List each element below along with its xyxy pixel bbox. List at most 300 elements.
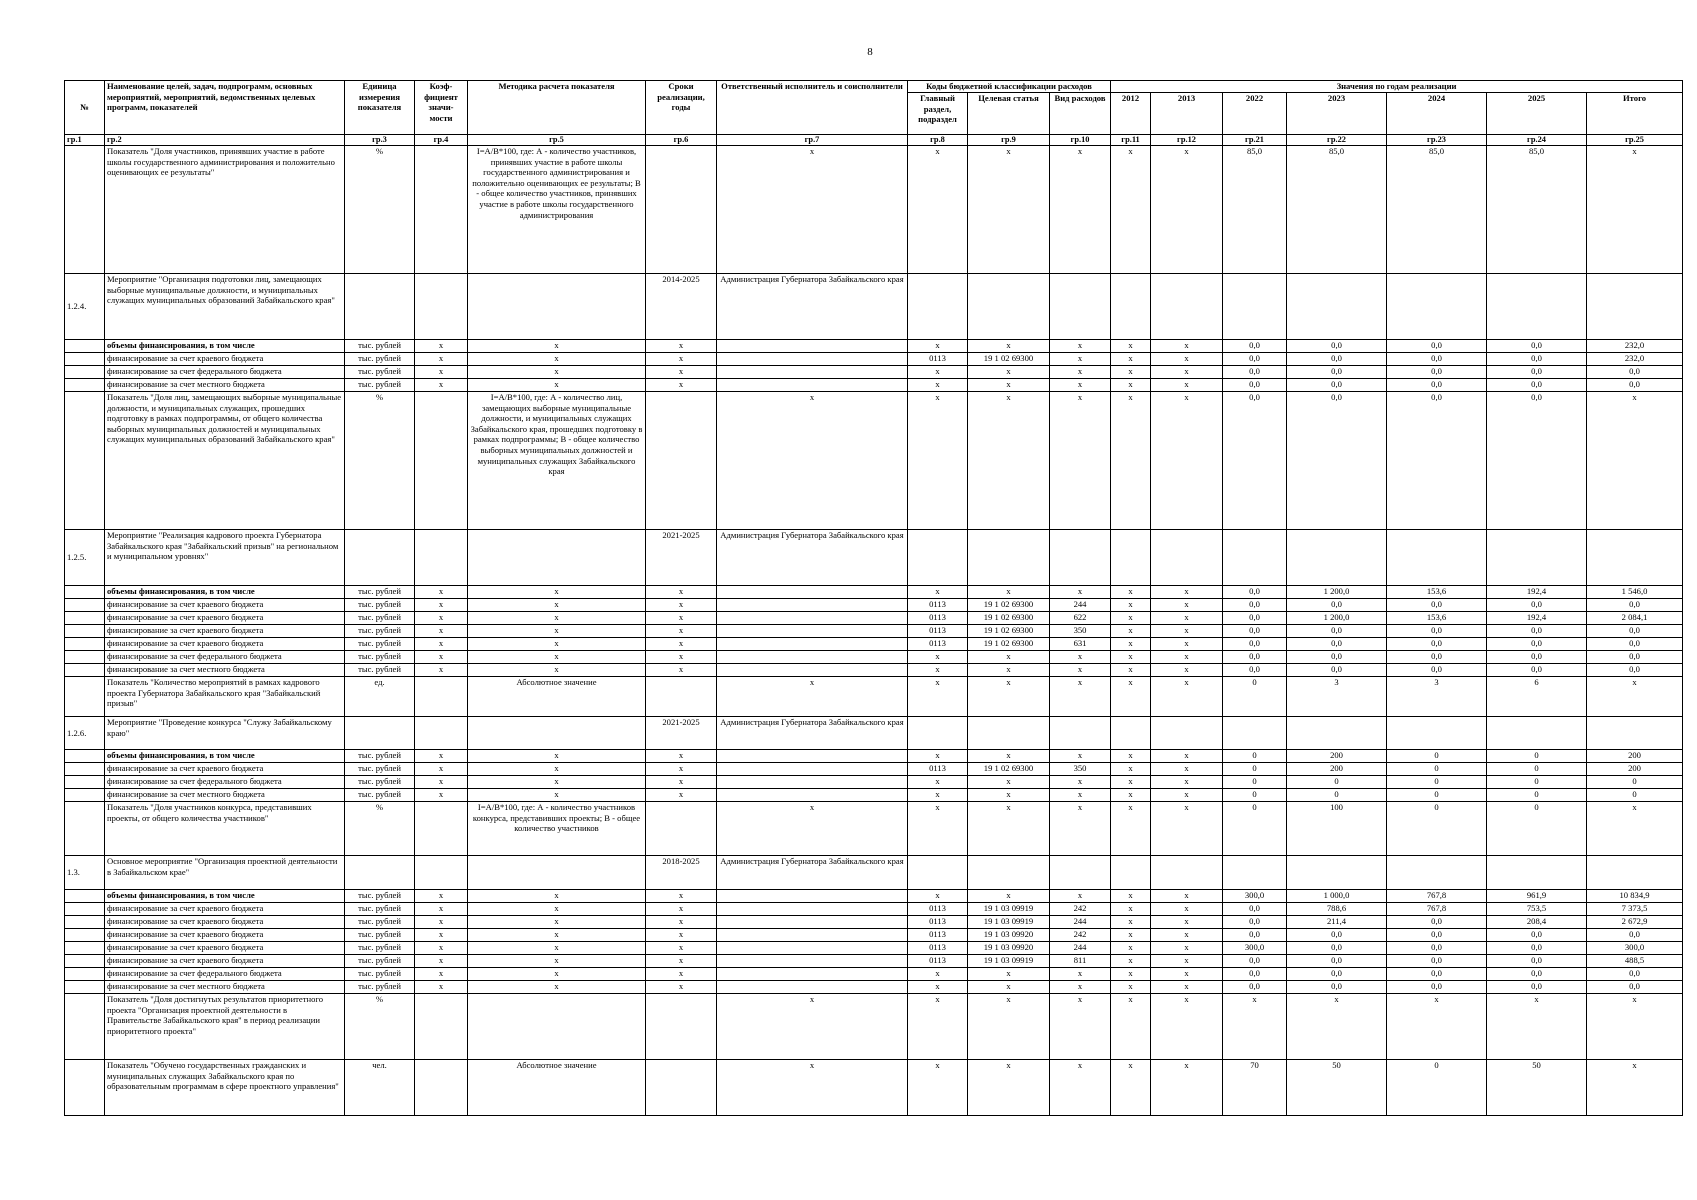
expense-type-cell: 242 — [1050, 903, 1111, 916]
article-code-cell: x — [968, 802, 1050, 856]
table-row — [65, 763, 1683, 776]
coef-cell: x — [415, 379, 468, 392]
header-year: 2025 — [1487, 93, 1587, 135]
value-2023-cell — [1287, 856, 1387, 890]
value-2025-cell: 0,0 — [1487, 981, 1587, 994]
total-cell: 7 373,5 — [1587, 903, 1683, 916]
expense-type-cell: x — [1050, 981, 1111, 994]
expense-type-cell: x — [1050, 750, 1111, 763]
section-code-cell: x — [908, 146, 968, 274]
expense-type-cell: x — [1050, 802, 1111, 856]
unit-cell: тыс. рублей — [345, 942, 415, 955]
article-code-cell: x — [968, 379, 1050, 392]
executor-cell — [717, 942, 908, 955]
value-2013-cell: x — [1151, 994, 1223, 1060]
value-2022-cell: 0,0 — [1223, 353, 1287, 366]
row-number: 1.3. — [65, 856, 105, 890]
header-year-values: Значения по годам реализации — [1111, 81, 1683, 93]
value-2013-cell: x — [1151, 890, 1223, 903]
value-2022-cell — [1223, 530, 1287, 586]
row-number — [65, 750, 105, 763]
method-cell: x — [468, 890, 646, 903]
total-cell: 0,0 — [1587, 929, 1683, 942]
article-code-cell: 19 1 03 09919 — [968, 916, 1050, 929]
value-2023-cell: 0,0 — [1287, 981, 1387, 994]
value-2025-cell: 0,0 — [1487, 353, 1587, 366]
executor-cell — [717, 890, 908, 903]
unit-cell: % — [345, 802, 415, 856]
executor-cell — [717, 763, 908, 776]
expense-type-cell: x — [1050, 392, 1111, 530]
value-2025-cell: 0 — [1487, 763, 1587, 776]
row-name: финансирование за счет краевого бюджета — [105, 612, 345, 625]
row-number — [65, 677, 105, 717]
value-2025-cell: 192,4 — [1487, 612, 1587, 625]
value-2012-cell: x — [1111, 903, 1151, 916]
terms-cell: x — [646, 340, 717, 353]
value-2012-cell — [1111, 717, 1151, 750]
coef-cell — [415, 392, 468, 530]
value-2012-cell: x — [1111, 1060, 1151, 1116]
section-code-cell: x — [908, 994, 968, 1060]
value-2023-cell: 1 200,0 — [1287, 586, 1387, 599]
executor-cell: Администрация Губернатора Забайкальского края — [717, 274, 908, 340]
row-number: 1.2.6. — [65, 717, 105, 750]
row-number — [65, 968, 105, 981]
table-row — [65, 638, 1683, 651]
value-2013-cell: x — [1151, 586, 1223, 599]
value-2012-cell — [1111, 856, 1151, 890]
row-number: 1.2.4. — [65, 274, 105, 340]
value-2013-cell: x — [1151, 942, 1223, 955]
header-year: 2013 — [1151, 93, 1223, 135]
row-name: финансирование за счет местного бюджета — [105, 981, 345, 994]
value-2024-cell: x — [1387, 994, 1487, 1060]
row-number — [65, 981, 105, 994]
unit-cell: тыс. рублей — [345, 651, 415, 664]
table-row — [65, 789, 1683, 802]
terms-cell: x — [646, 586, 717, 599]
expense-type-cell: x — [1050, 664, 1111, 677]
group-number: гр.25 — [1587, 135, 1683, 146]
value-2022-cell: 0,0 — [1223, 379, 1287, 392]
value-2022-cell — [1223, 274, 1287, 340]
value-2025-cell: 50 — [1487, 1060, 1587, 1116]
total-cell: 200 — [1587, 763, 1683, 776]
article-code-cell: 19 1 03 09919 — [968, 903, 1050, 916]
value-2012-cell: x — [1111, 638, 1151, 651]
value-2025-cell: 0,0 — [1487, 392, 1587, 530]
group-number: гр.23 — [1387, 135, 1487, 146]
value-2012-cell: x — [1111, 929, 1151, 942]
group-number: гр.22 — [1287, 135, 1387, 146]
expense-type-cell: 244 — [1050, 599, 1111, 612]
row-name: Показатель "Доля участников конкурса, представивших проекты, от общего количества участников" — [105, 802, 345, 856]
value-2023-cell: 211,4 — [1287, 916, 1387, 929]
terms-cell: x — [646, 664, 717, 677]
value-2024-cell: 767,8 — [1387, 890, 1487, 903]
coef-cell: x — [415, 929, 468, 942]
section-code-cell: 0113 — [908, 612, 968, 625]
section-code-cell: 0113 — [908, 929, 968, 942]
value-2013-cell — [1151, 530, 1223, 586]
expense-type-cell: 811 — [1050, 955, 1111, 968]
method-cell: x — [468, 776, 646, 789]
method-cell: Абсолютное значение — [468, 677, 646, 717]
article-code-cell: x — [968, 586, 1050, 599]
coef-cell — [415, 677, 468, 717]
article-code-cell: x — [968, 776, 1050, 789]
financing-total-row — [65, 750, 1683, 763]
section-code-cell: 0113 — [908, 916, 968, 929]
value-2012-cell: x — [1111, 379, 1151, 392]
total-cell — [1587, 274, 1683, 340]
article-code-cell — [968, 274, 1050, 340]
value-2013-cell: x — [1151, 677, 1223, 717]
terms-cell: x — [646, 916, 717, 929]
header-total: Итого — [1587, 93, 1683, 135]
terms-cell: x — [646, 968, 717, 981]
unit-cell: тыс. рублей — [345, 968, 415, 981]
method-cell: x — [468, 942, 646, 955]
group-number: гр.8 — [908, 135, 968, 146]
unit-cell: тыс. рублей — [345, 353, 415, 366]
value-2024-cell: 0 — [1387, 1060, 1487, 1116]
value-2022-cell: 85,0 — [1223, 146, 1287, 274]
value-2023-cell: 0,0 — [1287, 353, 1387, 366]
unit-cell: % — [345, 392, 415, 530]
value-2013-cell: x — [1151, 763, 1223, 776]
value-2025-cell: 0 — [1487, 776, 1587, 789]
value-2012-cell: x — [1111, 789, 1151, 802]
value-2012-cell: x — [1111, 916, 1151, 929]
value-2022-cell: 0 — [1223, 750, 1287, 763]
value-2023-cell: 0,0 — [1287, 379, 1387, 392]
method-cell: x — [468, 625, 646, 638]
value-2024-cell: 0 — [1387, 776, 1487, 789]
executor-cell — [717, 664, 908, 677]
value-2013-cell: x — [1151, 625, 1223, 638]
terms-cell — [646, 802, 717, 856]
value-2012-cell: x — [1111, 942, 1151, 955]
header-executor: Ответственный исполнитель и соисполнители — [717, 81, 908, 135]
unit-cell: тыс. рублей — [345, 903, 415, 916]
value-2022-cell: 0,0 — [1223, 916, 1287, 929]
value-2023-cell — [1287, 274, 1387, 340]
value-2012-cell: x — [1111, 366, 1151, 379]
value-2024-cell — [1387, 530, 1487, 586]
value-2024-cell: 0,0 — [1387, 916, 1487, 929]
total-cell: x — [1587, 146, 1683, 274]
value-2025-cell — [1487, 530, 1587, 586]
expense-type-cell: x — [1050, 968, 1111, 981]
total-cell: 0,0 — [1587, 366, 1683, 379]
table-row — [65, 274, 1683, 340]
row-number — [65, 353, 105, 366]
total-cell: 200 — [1587, 750, 1683, 763]
total-cell: 1 546,0 — [1587, 586, 1683, 599]
value-2013-cell: x — [1151, 353, 1223, 366]
value-2023-cell: 0 — [1287, 789, 1387, 802]
coef-cell: x — [415, 599, 468, 612]
unit-cell: чел. — [345, 1060, 415, 1116]
method-cell: x — [468, 750, 646, 763]
value-2013-cell: x — [1151, 638, 1223, 651]
value-2025-cell: 0,0 — [1487, 968, 1587, 981]
value-2022-cell: 0 — [1223, 789, 1287, 802]
value-2022-cell: 300,0 — [1223, 890, 1287, 903]
section-code-cell: x — [908, 1060, 968, 1116]
total-cell: 0 — [1587, 789, 1683, 802]
group-number: гр.9 — [968, 135, 1050, 146]
terms-cell — [646, 994, 717, 1060]
coef-cell: x — [415, 340, 468, 353]
executor-cell — [717, 955, 908, 968]
executor-cell — [717, 903, 908, 916]
group-number: гр.24 — [1487, 135, 1587, 146]
unit-cell: % — [345, 146, 415, 274]
article-code-cell: x — [968, 968, 1050, 981]
row-number — [65, 916, 105, 929]
value-2023-cell: 788,6 — [1287, 903, 1387, 916]
terms-cell: x — [646, 955, 717, 968]
value-2024-cell: 0,0 — [1387, 392, 1487, 530]
terms-cell: x — [646, 612, 717, 625]
unit-cell: ед. — [345, 677, 415, 717]
terms-cell: x — [646, 763, 717, 776]
expense-type-cell: x — [1050, 366, 1111, 379]
expense-type-cell: 622 — [1050, 612, 1111, 625]
value-2013-cell: x — [1151, 651, 1223, 664]
value-2024-cell: 0,0 — [1387, 981, 1487, 994]
value-2012-cell: x — [1111, 763, 1151, 776]
table-row — [65, 1060, 1683, 1116]
value-2023-cell: 0,0 — [1287, 638, 1387, 651]
expense-type-cell: x — [1050, 677, 1111, 717]
article-code-cell: 19 1 02 69300 — [968, 353, 1050, 366]
executor-cell — [717, 612, 908, 625]
expense-type-cell: 244 — [1050, 942, 1111, 955]
total-cell: 232,0 — [1587, 340, 1683, 353]
value-2013-cell: x — [1151, 750, 1223, 763]
page-number: 8 — [867, 46, 873, 58]
method-cell — [468, 856, 646, 890]
financing-total-row — [65, 340, 1683, 353]
article-code-cell — [968, 717, 1050, 750]
value-2025-cell: 0,0 — [1487, 599, 1587, 612]
value-2012-cell: x — [1111, 994, 1151, 1060]
value-2012-cell: x — [1111, 612, 1151, 625]
terms-cell: x — [646, 366, 717, 379]
table-row — [65, 353, 1683, 366]
value-2012-cell: x — [1111, 340, 1151, 353]
row-number — [65, 776, 105, 789]
expense-type-cell: x — [1050, 776, 1111, 789]
value-2023-cell: 200 — [1287, 750, 1387, 763]
value-2023-cell: 0 — [1287, 776, 1387, 789]
value-2013-cell: x — [1151, 968, 1223, 981]
value-2022-cell: 70 — [1223, 1060, 1287, 1116]
value-2022-cell: x — [1223, 994, 1287, 1060]
value-2025-cell: 0,0 — [1487, 929, 1587, 942]
coef-cell: x — [415, 586, 468, 599]
executor-cell — [717, 638, 908, 651]
coef-cell: x — [415, 750, 468, 763]
article-code-cell: 19 1 03 09920 — [968, 942, 1050, 955]
total-cell: 300,0 — [1587, 942, 1683, 955]
total-cell: 232,0 — [1587, 353, 1683, 366]
article-code-cell: x — [968, 677, 1050, 717]
article-code-cell: 19 1 02 69300 — [968, 625, 1050, 638]
row-name: объемы финансирования, в том числе — [105, 340, 345, 353]
section-code-cell: 0113 — [908, 638, 968, 651]
method-cell — [468, 274, 646, 340]
value-2013-cell: x — [1151, 599, 1223, 612]
value-2023-cell: 0,0 — [1287, 968, 1387, 981]
value-2022-cell: 300,0 — [1223, 942, 1287, 955]
value-2012-cell — [1111, 274, 1151, 340]
executor-cell — [717, 599, 908, 612]
value-2023-cell: 0,0 — [1287, 366, 1387, 379]
table-row — [65, 599, 1683, 612]
value-2012-cell: x — [1111, 968, 1151, 981]
header-no: № — [65, 81, 105, 135]
expense-type-cell: x — [1050, 994, 1111, 1060]
row-number — [65, 366, 105, 379]
value-2022-cell: 0 — [1223, 763, 1287, 776]
row-name: финансирование за счет федерального бюджета — [105, 776, 345, 789]
value-2012-cell: x — [1111, 955, 1151, 968]
value-2025-cell: 0,0 — [1487, 379, 1587, 392]
value-2012-cell: x — [1111, 651, 1151, 664]
row-name: Мероприятие "Организация подготовки лиц, замещающих выборные муниципальные должности, и муниципальных служащих муниципальных образований Забайкальского края" — [105, 274, 345, 340]
value-2025-cell — [1487, 274, 1587, 340]
expense-type-cell: x — [1050, 353, 1111, 366]
row-number — [65, 1060, 105, 1116]
coef-cell: x — [415, 955, 468, 968]
group-number: гр.1 — [65, 135, 105, 146]
section-code-cell: 0113 — [908, 625, 968, 638]
expense-type-cell — [1050, 530, 1111, 586]
value-2022-cell: 0,0 — [1223, 981, 1287, 994]
executor-cell: Администрация Губернатора Забайкальского края — [717, 856, 908, 890]
unit-cell: тыс. рублей — [345, 955, 415, 968]
coef-cell: x — [415, 942, 468, 955]
section-code-cell: x — [908, 379, 968, 392]
value-2013-cell: x — [1151, 392, 1223, 530]
row-number — [65, 890, 105, 903]
total-cell: 10 834,9 — [1587, 890, 1683, 903]
terms-cell: x — [646, 599, 717, 612]
expense-type-cell: x — [1050, 340, 1111, 353]
value-2024-cell: 0 — [1387, 789, 1487, 802]
coef-cell — [415, 856, 468, 890]
value-2025-cell: 0,0 — [1487, 340, 1587, 353]
row-name: объемы финансирования, в том числе — [105, 750, 345, 763]
method-cell: x — [468, 379, 646, 392]
coef-cell — [415, 530, 468, 586]
row-number: 1.2.5. — [65, 530, 105, 586]
value-2024-cell: 0,0 — [1387, 942, 1487, 955]
terms-cell: x — [646, 651, 717, 664]
executor-cell — [717, 586, 908, 599]
value-2025-cell: 208,4 — [1487, 916, 1587, 929]
value-2012-cell: x — [1111, 981, 1151, 994]
unit-cell — [345, 856, 415, 890]
terms-cell: 2014-2025 — [646, 274, 717, 340]
method-cell: x — [468, 916, 646, 929]
total-cell — [1587, 856, 1683, 890]
method-cell: I=A/B*100, где: А - количество лиц, замещающих выборные муниципальные должности, и муниципальных служащих Забайкальского края, прошедших подготовку в рамках подпрограммы; В - общее количество выборных муниципальных должностей и муниципальных служащих Забайкальского края — [468, 392, 646, 530]
value-2024-cell: 153,6 — [1387, 612, 1487, 625]
expense-type-cell: x — [1050, 890, 1111, 903]
value-2023-cell: x — [1287, 994, 1387, 1060]
method-cell: x — [468, 955, 646, 968]
executor-cell — [717, 625, 908, 638]
row-name: финансирование за счет краевого бюджета — [105, 638, 345, 651]
unit-cell: тыс. рублей — [345, 929, 415, 942]
group-number: гр.12 — [1151, 135, 1223, 146]
table-row — [65, 968, 1683, 981]
row-number — [65, 625, 105, 638]
terms-cell: x — [646, 942, 717, 955]
value-2022-cell: 0,0 — [1223, 929, 1287, 942]
method-cell: x — [468, 929, 646, 942]
terms-cell: x — [646, 981, 717, 994]
row-number — [65, 664, 105, 677]
article-code-cell — [968, 856, 1050, 890]
section-code-cell: x — [908, 664, 968, 677]
value-2013-cell: x — [1151, 379, 1223, 392]
row-number — [65, 340, 105, 353]
section-code-cell: x — [908, 789, 968, 802]
method-cell: x — [468, 612, 646, 625]
section-code-cell — [908, 856, 968, 890]
row-number — [65, 929, 105, 942]
row-name: финансирование за счет краевого бюджета — [105, 599, 345, 612]
total-cell: 0,0 — [1587, 664, 1683, 677]
table-row — [65, 903, 1683, 916]
value-2013-cell: x — [1151, 366, 1223, 379]
value-2025-cell: 0,0 — [1487, 625, 1587, 638]
table-row — [65, 366, 1683, 379]
table-row — [65, 146, 1683, 274]
method-cell: x — [468, 651, 646, 664]
value-2025-cell: 85,0 — [1487, 146, 1587, 274]
expense-type-cell — [1050, 856, 1111, 890]
value-2024-cell: 0 — [1387, 750, 1487, 763]
expense-type-cell: 350 — [1050, 763, 1111, 776]
coef-cell — [415, 994, 468, 1060]
value-2022-cell: 0,0 — [1223, 651, 1287, 664]
value-2012-cell: x — [1111, 890, 1151, 903]
value-2023-cell: 200 — [1287, 763, 1387, 776]
method-cell — [468, 994, 646, 1060]
table-row — [65, 651, 1683, 664]
value-2023-cell — [1287, 717, 1387, 750]
value-2024-cell: 0,0 — [1387, 929, 1487, 942]
table-row — [65, 929, 1683, 942]
section-code-cell: 0113 — [908, 353, 968, 366]
method-cell: x — [468, 599, 646, 612]
row-name: финансирование за счет местного бюджета — [105, 664, 345, 677]
value-2025-cell: 753,5 — [1487, 903, 1587, 916]
group-number-row — [65, 135, 1683, 146]
executor-cell — [717, 929, 908, 942]
coef-cell: x — [415, 366, 468, 379]
value-2013-cell — [1151, 274, 1223, 340]
group-number: гр.6 — [646, 135, 717, 146]
